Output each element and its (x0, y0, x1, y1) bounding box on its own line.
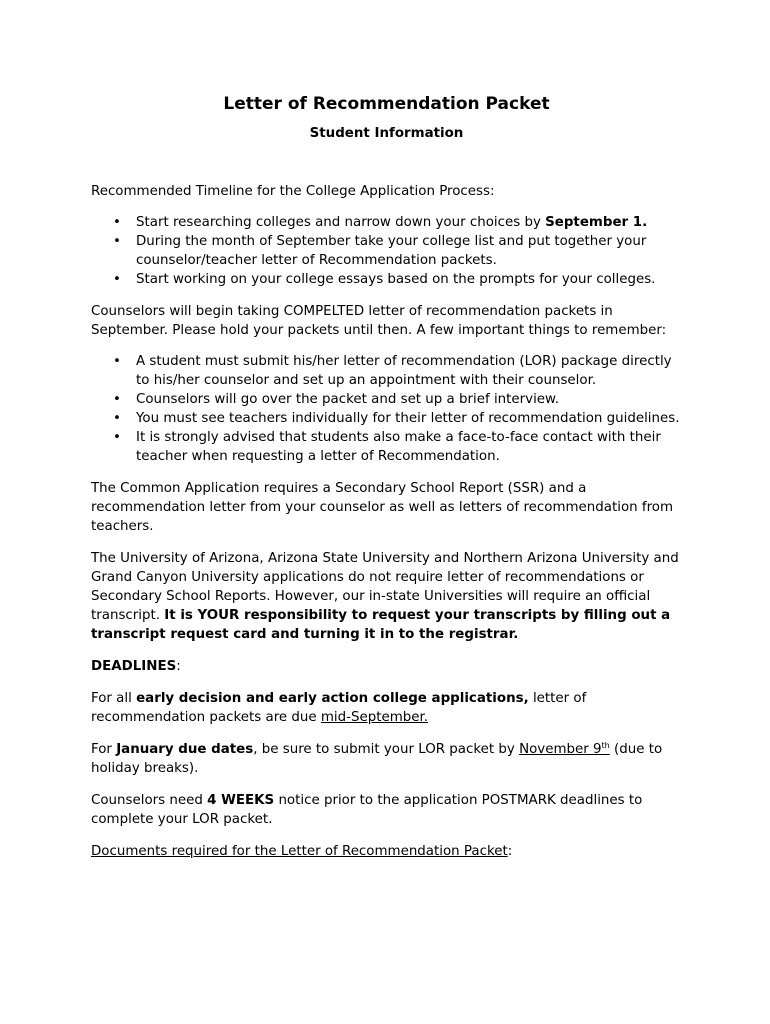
instate-paragraph: The University of Arizona, Arizona State University and Northern Arizona University and Grand Canyon University applications do not require letter of recommendations or Secondary School Reports. However, our in-state Universities will require an official transcript. It is YOUR responsibility to request your transcripts by filling out a transcript request card and turning it in to the registrar. (91, 551, 679, 642)
january-deadline-paragraph: For January due dates, be sure to submit your LOR packet by November 9th (due to holiday breaks). (91, 741, 663, 776)
common-app-paragraph: The Common Application requires a Secondary School Report (SSR) and a recommendation letter from your counselor as well as letters of recommendation from teachers. (91, 481, 674, 534)
documents-heading: Documents required for the Letter of Recommendation Packet: (91, 844, 513, 859)
timeline-list (91, 213, 682, 289)
list-item: • It is strongly advised that students also make a face-to-face contact with their teacher when requesting a letter of Recommendation. (136, 428, 682, 466)
transcript-responsibility: It is YOUR responsibility to request your transcripts by filling out a transcript request card and turning it in to the registrar. (91, 608, 671, 642)
counselors-list (91, 352, 682, 466)
deadlines-heading: DEADLINES: (91, 659, 181, 674)
early-deadline-paragraph: For all early decision and early action college applications, letter of recommendation packets are due mid-September. (91, 691, 587, 725)
list-item: • A student must submit his/her letter of recommendation (LOR) package directly to his/her counselor and set up an appointment with their counselor. (136, 352, 682, 390)
document-title: Letter of Recommendation Packet (223, 94, 550, 114)
list-item: • Start working on your college essays based on the prompts for your colleges. (136, 270, 682, 289)
timeline-intro: Recommended Timeline for the College Application Process: (91, 184, 495, 199)
list-item: • Counselors will go over the packet and set up a brief interview. (136, 390, 682, 409)
document-subtitle: Student Information (309, 126, 464, 141)
counselors-intro: Counselors will begin taking COMPELTED letter of recommendation packets in September. Please hold your packets until then. A few important things to remember: (91, 304, 667, 338)
notice-paragraph: Counselors need 4 WEEKS notice prior to the application POSTMARK deadlines to complete your LOR packet. (91, 793, 643, 827)
list-item: • You must see teachers individually for their letter of recommendation guidelines. (136, 409, 682, 428)
list-item: • During the month of September take your college list and put together your counselor/teacher letter of Recommendation packets. (136, 232, 682, 270)
list-item: • Start researching colleges and narrow down your choices by September 1. (136, 213, 682, 232)
